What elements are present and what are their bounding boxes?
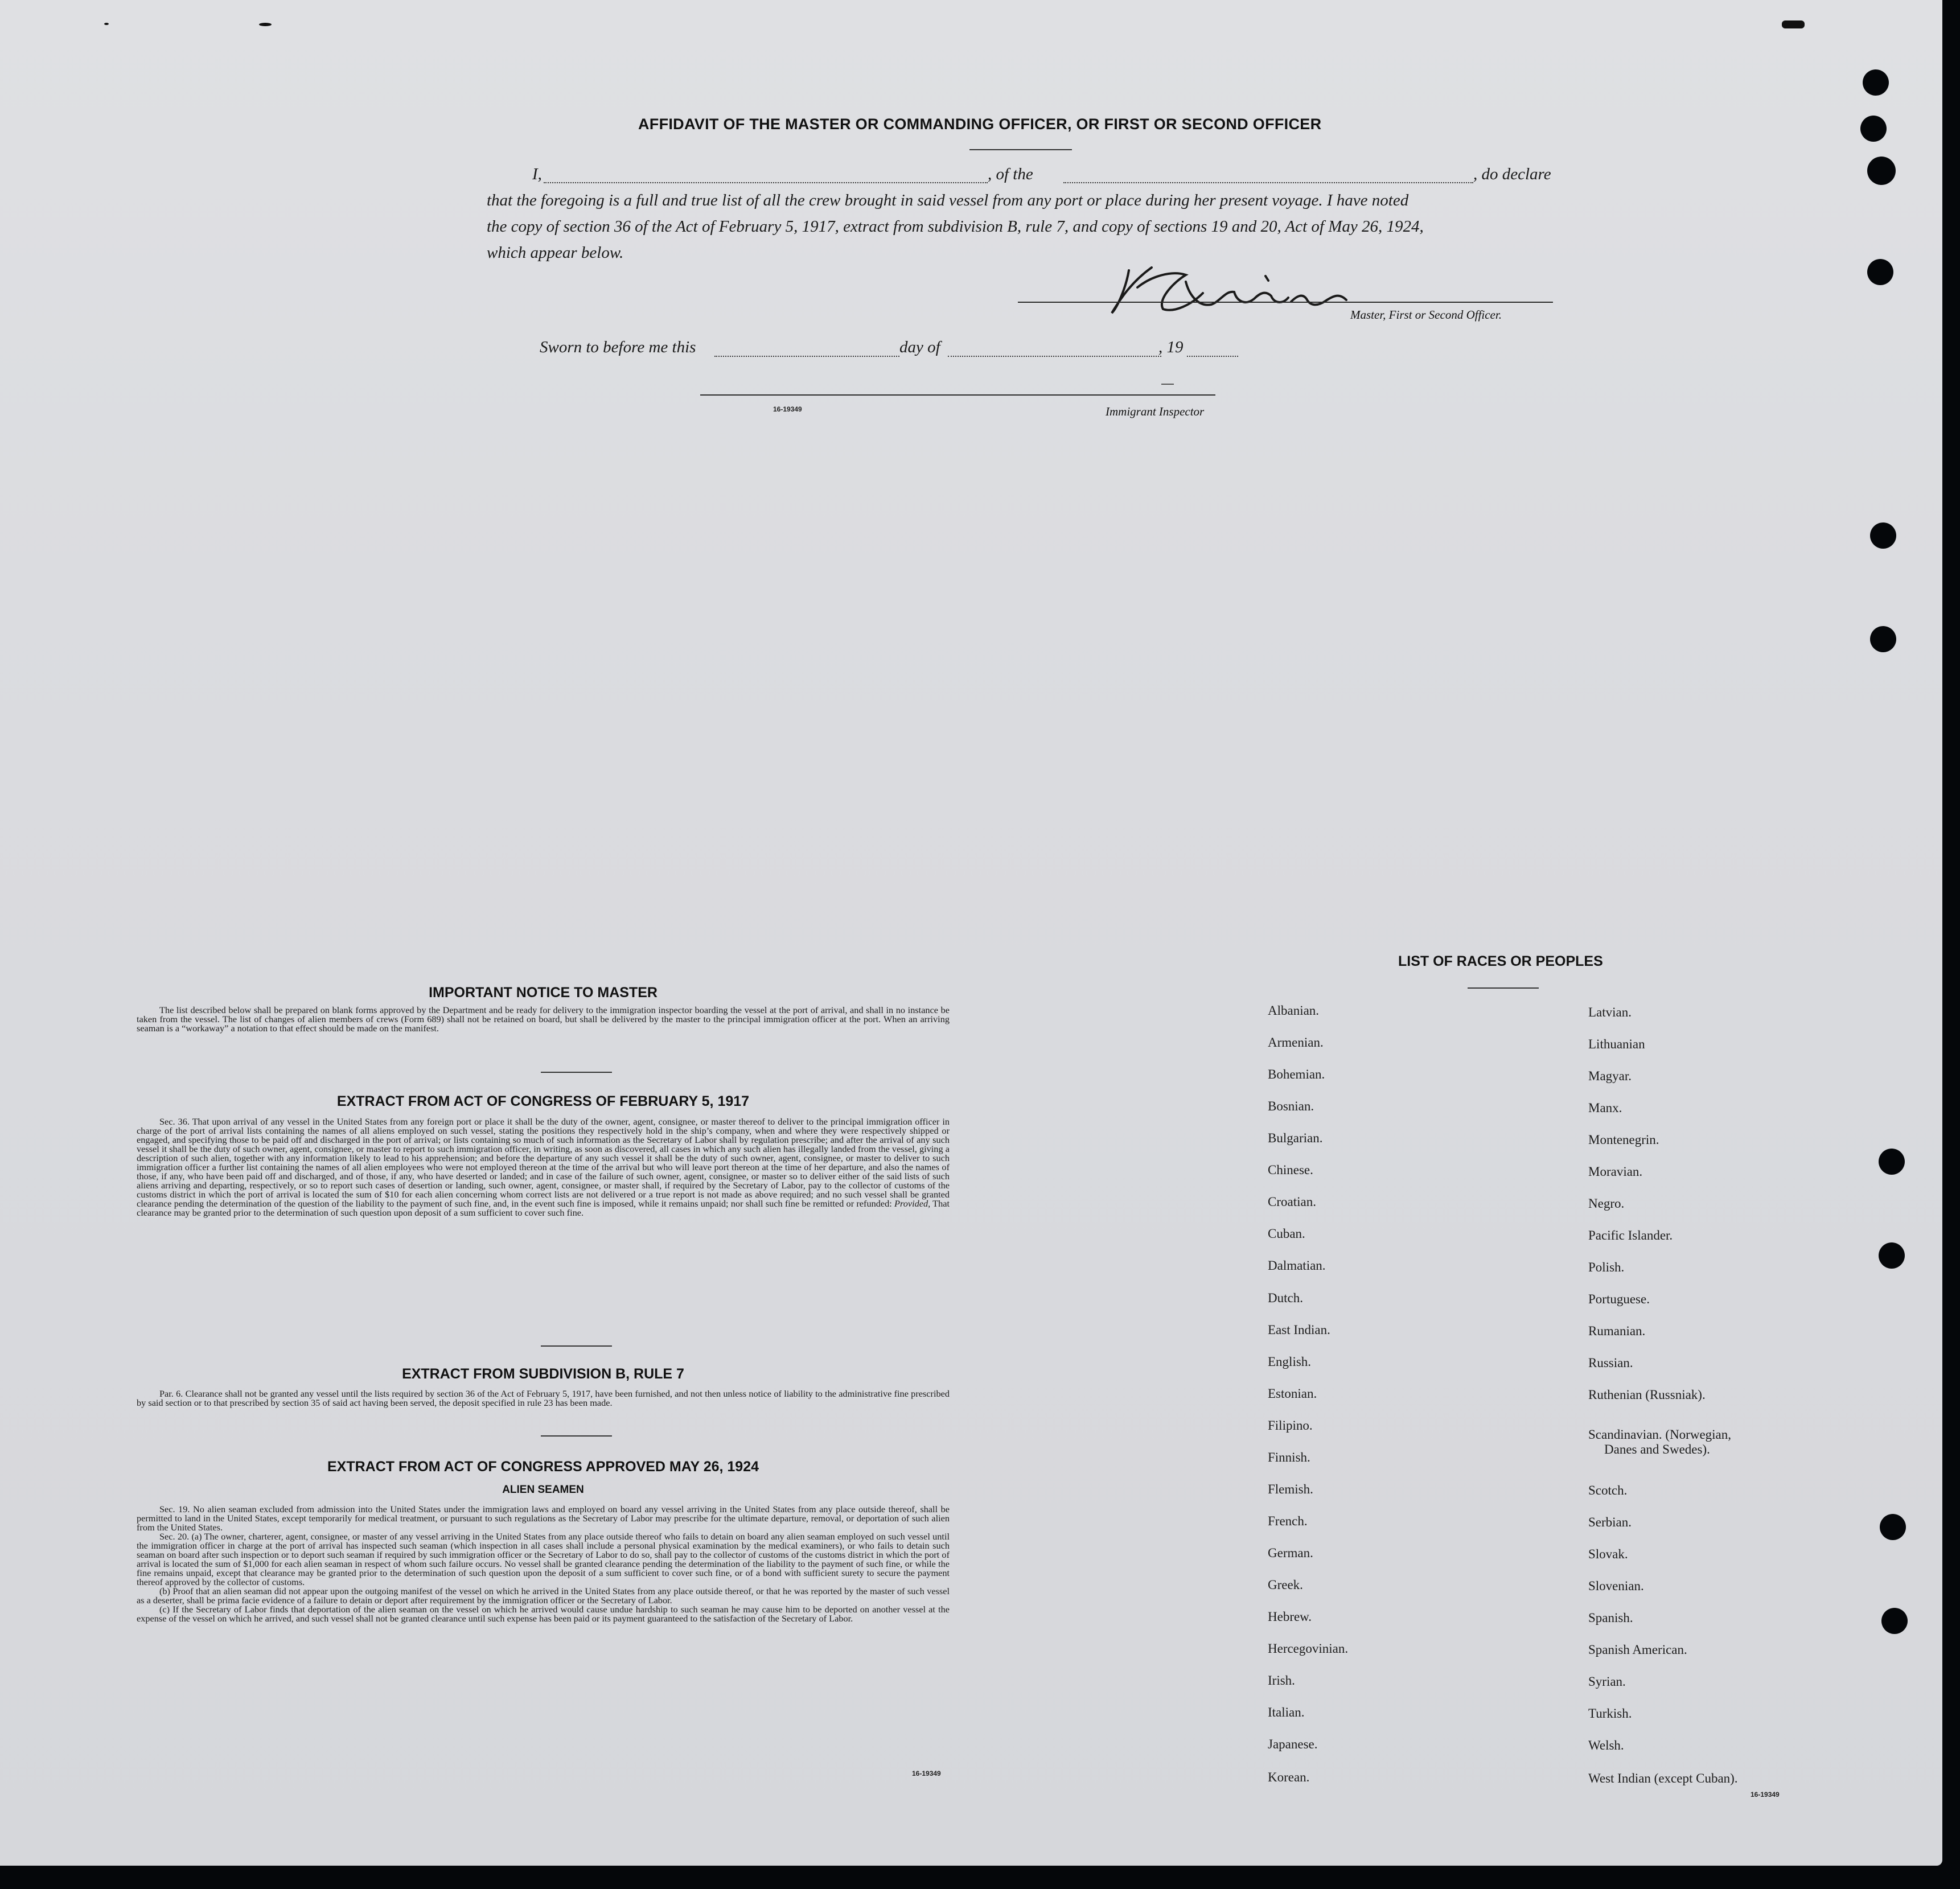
notice-heading: IMPORTANT NOTICE TO MASTER (429, 985, 658, 1001)
extract-1917-heading: EXTRACT FROM ACT OF CONGRESS OF FEBRUARY 5, 1917 (336, 1093, 750, 1109)
race-item: Dutch. (1268, 1291, 1303, 1305)
title-rule (969, 149, 1072, 150)
master-signature (1015, 259, 1368, 319)
extract-1917-main: Sec. 36. That upon arrival of any vessel in the United States from any foreign port or place it shall be the duty of the owner, agent, consignee, or master thereof to deliver to the principal immigration officer in charge of the port of arrival lists containing the names of all aliens employed on such vessel, stating the positions they respectively hold in the ship’s company, when and where they were respectively shipped or engaged, and specifying those to be paid off and discharged in the port of arrival; or lists containing so much of such information as the Secretary of Labor shall by regulation prescribe; and after the arrival of any such vessel it shall be the duty of such owner, agent, consignee, or master to report to such immigration officer, in writing, as soon as discovered, all cases in which any such alien has illegally landed from the vessel, giving a description of such alien, together with any information likely to lead to his apprehension; and before the departure of any such vessel it shall be the duty of such owner, agent, consignee, or master to deliver to such immigration officer a further list containing the names of all alien employees who were not employed thereon at the time of the arrival but who will leave port thereon at the time of her departure, and also the names of those, if any, who have been paid off and discharged, and of those, if any, who have deserted or landed; and in case of the failure of such owner, agent, consignee, or master so to deliver either of the said lists of such aliens arriving and departing, respectively, or so to report such cases of desertion or landing, such owner, agent, consignee, or master shall, if required by the Secretary of Labor, pay to the collector of customs of the customs district in which the port of arrival is located the sum of $10 for each alien concerning whom correct lists are not delivered or a true report is not made as above required; and no such vessel shall be granted clearance pending the determination of the question of the liability to the payment of such fine, and, in the event such fine is imposed, while it remains unpaid; nor shall such fine be remitted or refunded: (137, 1116, 950, 1209)
race-item: Moravian. (1588, 1164, 1643, 1179)
extract-1917-text (137, 1117, 950, 1217)
punch-hole (1867, 157, 1896, 185)
race-item: Hercegovinian. (1268, 1641, 1349, 1656)
races-rule (1468, 987, 1539, 989)
affidavit-body-line2: the copy of section 36 of the Act of February 5, 1917, extract from subdivision B, rule 7, and copy of sections 19 and 20, Act of May 26, 1924, (487, 217, 1424, 236)
race-item: Armenian. (1268, 1035, 1324, 1050)
extract-1917-block (137, 1117, 950, 1217)
race-item: Serbian. (1588, 1515, 1632, 1529)
inspector-caption: Immigrant Inspector (1106, 405, 1205, 418)
race-item: Rumanian. (1588, 1324, 1646, 1338)
vessel-blank (1063, 182, 1473, 183)
signature-caption: Master, First or Second Officer. (1350, 308, 1502, 322)
race-item: Bohemian. (1268, 1067, 1325, 1081)
race-item: Portuguese. (1588, 1292, 1650, 1306)
sworn-year-blank (1187, 356, 1238, 357)
race-item: Negro. (1588, 1196, 1625, 1211)
sworn-month-blank (948, 356, 1161, 357)
extract-1924-block (137, 1505, 950, 1623)
race-item: Japanese. (1268, 1737, 1318, 1751)
dash-mark (1161, 384, 1174, 385)
race-item: Syrian. (1588, 1674, 1626, 1689)
signature-line (1018, 302, 1553, 303)
race-item: Cuban. (1268, 1227, 1305, 1241)
race-item: Welsh. (1588, 1738, 1624, 1752)
name-blank (544, 182, 988, 183)
race-item: Slovenian. (1588, 1579, 1644, 1593)
race-item: Scotch. (1588, 1483, 1628, 1497)
race-item: Flemish. (1268, 1482, 1313, 1496)
inspector-line (700, 394, 1215, 396)
race-item: Manx. (1588, 1101, 1622, 1115)
race-item: Croatian. (1268, 1195, 1316, 1209)
punch-hole (1880, 1514, 1906, 1540)
race-item: French. (1268, 1514, 1308, 1528)
race-item: Turkish. (1588, 1706, 1632, 1721)
punch-hole (1863, 69, 1889, 96)
affidavit-of-the: , of the (988, 165, 1033, 183)
race-item: Irish. (1268, 1673, 1295, 1688)
affidavit-body-line3: which appear below. (487, 244, 624, 262)
speck-mark (259, 23, 272, 26)
race-item: Latvian. (1588, 1005, 1632, 1019)
race-item: Ruthenian (Russniak). (1588, 1388, 1706, 1402)
punch-hole (1881, 1608, 1908, 1634)
race-item: Korean. (1268, 1770, 1310, 1784)
races-title: LIST OF RACES OR PEOPLES (1398, 953, 1603, 969)
sworn-prefix: Sworn to before me this (540, 338, 696, 356)
notice-text-block (137, 1006, 950, 1033)
race-item: Scandinavian. (Norwegian, (1588, 1427, 1732, 1442)
section-rule (541, 1072, 612, 1073)
race-item: Polish. (1588, 1260, 1625, 1274)
sworn-day-blank (714, 356, 899, 357)
race-item: Albanian. (1268, 1003, 1320, 1018)
race-item: West Indian (except Cuban). (1588, 1771, 1738, 1785)
race-item: Lithuanian (1588, 1037, 1645, 1051)
punch-hole (1879, 1242, 1905, 1269)
punch-hole (1867, 259, 1893, 285)
race-item: Greek. (1268, 1578, 1303, 1592)
punch-hole (1870, 626, 1896, 652)
race-item: Filipino. (1268, 1418, 1313, 1433)
extract-1917-end: That clearance may be granted prior to the determination of such question upon deposit of a sum sufficient to cover such fine. (137, 1198, 950, 1218)
race-item: Montenegrin. (1588, 1133, 1659, 1147)
alien-seamen-subheading: ALIEN SEAMEN (502, 1484, 584, 1496)
race-item: Danes and Swedes). (1604, 1442, 1710, 1456)
race-item: Spanish American. (1588, 1643, 1687, 1657)
race-item: Hebrew. (1268, 1610, 1312, 1624)
extract-1924-heading: EXTRACT FROM ACT OF CONGRESS APPROVED MAY 26, 1924 (327, 1459, 759, 1475)
race-item: Slovak. (1588, 1547, 1628, 1561)
speck-mark (1782, 20, 1805, 28)
affidavit-title: AFFIDAVIT OF THE MASTER OR COMMANDING OFFICER, OR FIRST OR SECOND OFFICER (638, 116, 1322, 133)
affidavit-body-line1: that the foregoing is a full and true list of all the crew brought in said vessel from any port or place during her present voyage. I have noted (487, 191, 1409, 209)
rule7-block (137, 1389, 950, 1408)
punch-hole (1879, 1149, 1905, 1175)
sworn-year: , 19 (1158, 338, 1184, 356)
race-item: Spanish. (1588, 1611, 1633, 1625)
sec20c-text: (c) If the Secretary of Labor finds that deportation of the alien seaman on the vessel on which he arrived would cause undue hardship to such seaman he may cause him to be deported on another vessel at the expense of the vessel on which he arrived, and such vessel shall not be granted clearance until such expense has been paid or its payment guaranteed to the satisfaction of the Secretary of Labor. (137, 1604, 950, 1624)
punch-hole (1860, 116, 1887, 142)
affidavit-form-number: 16-19349 (773, 405, 802, 413)
race-item: English. (1268, 1355, 1312, 1369)
sworn-day-of: day of (899, 338, 940, 356)
race-item: Russian. (1588, 1356, 1633, 1370)
sec19-text: Sec. 19. No alien seaman excluded from admission into the United States under the immigration laws and employed on board any vessel arriving in the United States from any place outside thereof, shall be permitted to land in the United States, except temporarily for medical treatment, or pursuant to such regulations as the Secretary of Labor may prescribe for the ultimate departure, removal, or deportation of such alien from the United States. (137, 1504, 950, 1533)
race-item: Chinese. (1268, 1163, 1313, 1177)
affidavit-i: I, (532, 165, 542, 183)
race-item: German. (1268, 1546, 1313, 1560)
speck-mark (104, 23, 109, 25)
sec20b-text: (b) Proof that an alien seaman did not appear upon the outgoing manifest of the vessel on which he arrived in the United States from any place outside thereof, or that he was reported by the master of such vessel as a deserter, shall be prima facie evidence of a failure to detain or deport after requirement by the immigration officer or the Secretary of Labor. (137, 1586, 950, 1606)
race-item: Dalmatian. (1268, 1258, 1326, 1273)
race-item: Magyar. (1588, 1069, 1632, 1083)
races-form-number: 16-19349 (1751, 1791, 1780, 1799)
race-item: Pacific Islander. (1588, 1228, 1673, 1242)
affidavit-declare: , do declare (1473, 165, 1551, 183)
notice-text: The list described below shall be prepared on blank forms approved by the Department and be ready for delivery to the immigration inspector boarding the vessel at the port of arrival, and shall in no instance be taken from the vessel. The list of changes of alien members of crews (Form 689) shall not be retained on board, but shall be delivered by the master to the principal immigration officer at the port. When an arriving seaman is a “workaway” a notation to that effect should be made on the manifest. (137, 1005, 950, 1034)
extract-1917-provided: Provided, (894, 1198, 931, 1209)
race-item: Italian. (1268, 1705, 1305, 1719)
punch-hole (1870, 522, 1896, 549)
race-item: Finnish. (1268, 1450, 1310, 1464)
race-item: Estonian. (1268, 1386, 1317, 1401)
race-item: Bosnian. (1268, 1099, 1314, 1113)
section-rule (541, 1345, 612, 1347)
extract-form-number: 16-19349 (912, 1769, 941, 1777)
section-rule (541, 1435, 612, 1437)
sec20a-text: Sec. 20. (a) The owner, charterer, agent, consignee, or master of any vessel arriving in the United States from any place outside thereof who fails to detain on board any alien seaman employed on such vessel until the immigration officer in charge at the port of arrival has inspected such seaman (which inspection in all cases shall include a personal physical examination by the medical examiners), or who fails to detain such seaman on board after such inspection or to deport such seaman if required by such immigration officer or the Secretary of Labor to do so, shall pay to the collector of customs of the customs district in which the port of arrival is located the sum of $1,000 for each alien seaman in respect of whom such failure occurs. No vessel shall be granted clearance pending the determination of the liability to the payment of such fine, or while the fine remains unpaid, except that clearance may be granted prior to the determination of such question upon the deposit of a sum sufficient to cover such fine, or of a bond with sufficient surety to secure the payment thereof approved by the collector of customs. (137, 1531, 950, 1587)
race-item: Bulgarian. (1268, 1131, 1323, 1145)
rule7-heading: EXTRACT FROM SUBDIVISION B, RULE 7 (402, 1366, 684, 1382)
race-item: East Indian. (1268, 1323, 1330, 1337)
rule7-text: Par. 6. Clearance shall not be granted any vessel until the lists required by section 36 of the Act of February 5, 1917, have been furnished, and not then unless notice of liability to the administrative fine prescribed by said section or to that prescribed by section 35 of said act having been served, the deposit specified in rule 23 has been made. (137, 1388, 950, 1408)
